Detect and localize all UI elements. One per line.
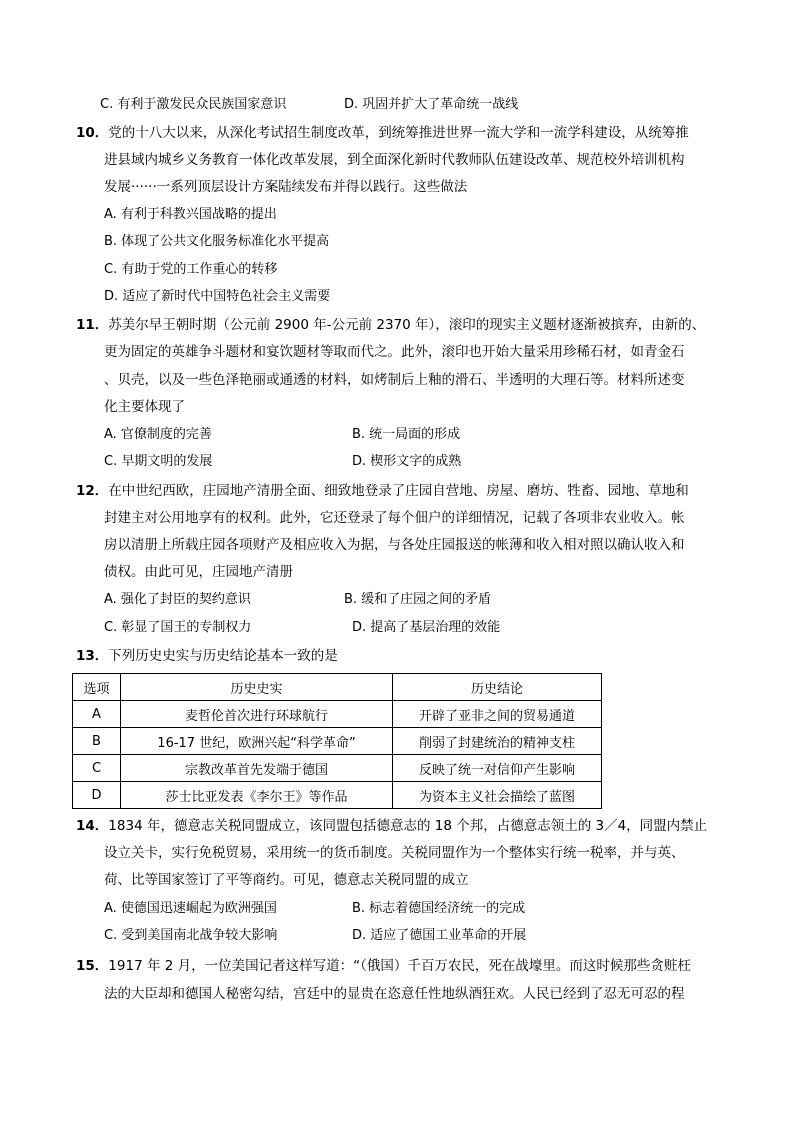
q13-row-c-conclusion: 反映了统一对信仰产生影响 [393,755,602,782]
q10-option-c: C. 有助于党的工作重心的转移 [104,262,278,277]
q14-stem-line-3: 荷、比等国家签订了平等商约。可见，德意志关税同盟的成立 [104,872,469,888]
table-row [73,755,602,782]
q12-option-a: A. 强化了封臣的契约意识 [104,592,251,607]
q14-option-d: D. 适应了德国工业革命的开展 [352,928,527,943]
q15-stem-line-1 [76,956,691,976]
q13-row-a-label: A [73,701,121,728]
q14-text-1: 1834 年，德意志关税同盟成立，该同盟包括德意志的 18 个邦，占德意志领土的 3／4，同盟内禁止 [108,818,708,834]
q15-text-1: 1917 年 2 月，一位美国记者这样写道：“（俄国）千百万农民，死在战壕里。而这时候那些贪赃枉 [108,958,691,974]
q11-stem-line-4: 化主要体现了 [104,399,185,415]
q14-stem-line-2: 设立关卡，实行免税贸易，采用统一的货币制度。关税同盟作为一个整体实行统一税率，并与英、 [104,845,685,861]
q11-option-b: B. 统一局面的形成 [352,427,461,442]
q12-stem-line-1 [76,481,689,501]
q10-option-b: B. 体现了公共文化服务标准化水平提高 [104,234,330,249]
q13-table-header-row [73,674,602,701]
q10-stem-line-1 [76,123,689,143]
q11-option-a: A. 官僚制度的完善 [104,427,212,442]
q13-row-a-fact: 麦哲伦首次进行环球航行 [121,701,393,728]
table-row [73,728,602,755]
q13-row-a-conclusion: 开辟了亚非之间的贸易通道 [393,701,602,728]
q13-number: 13． [76,648,109,664]
q12-option-c: C. 彰显了国王的专制权力 [104,620,252,635]
q14-number: 14． [76,818,109,834]
q9-option-c: C. 有利于激发民众民族国家意识 [100,97,287,112]
q12-stem-line-3: 房以清册上所载庄园各项财产及相应收入为据，与各处庄园报送的帐薄和收入相对照以确认收入和 [104,537,685,553]
q14-option-a: A. 使德国迅速崛起为欧洲强国 [104,901,277,916]
q13-row-b-conclusion: 削弱了封建统治的精神支柱 [393,728,602,755]
q13-header-conclusion: 历史结论 [393,674,602,701]
q10-text-1: 党的十八大以来，从深化考试招生制度改革，到统筹推进世界一流大学和一流学科建设，从统筹推 [108,125,689,141]
q13-row-d-fact: 莎士比亚发表《李尔王》等作品 [121,782,393,809]
q12-option-b: B. 缓和了庄园之间的矛盾 [344,592,492,607]
q12-text-1: 在中世纪西欧，庄园地产清册全面、细致地登录了庄园自营地、房屋、磨坊、牲畜、园地、草地和 [108,483,689,499]
q14-option-b: B. 标志着德国经济统一的完成 [352,901,526,916]
q11-text-1: 苏美尔早王朝时期（公元前 2900 年-公元前 2370 年），滚印的现实主义题材逐渐被摈弃，由新的、 [108,317,706,333]
q13-table [72,673,602,809]
q10-number: 10． [76,125,109,141]
q13-row-b-label: B [73,728,121,755]
q11-option-c: C. 早期文明的发展 [104,454,213,469]
q12-stem-line-4: 债权。由此可见，庄园地产清册 [104,564,293,580]
q10-stem-line-3: 发展······一系列顶层设计方案陆续发布并得以践行。这些做法 [104,179,468,195]
q10-option-a: A. 有利于科教兴国战略的提出 [104,207,277,222]
q15-stem-line-2: 法的大臣却和德国人秘密勾结，宫廷中的显贵在恣意任性地纵酒狂欢。人民已经到了忍无可忍的程 [104,986,685,1002]
q13-header-option: 选项 [73,674,121,701]
q11-stem-line-2: 更为固定的英雄争斗题材和宴饮题材等取而代之。此外，滚印也开始大量采用珍稀石材，如青金石 [104,344,685,360]
q11-number: 11． [76,317,109,333]
q15-number: 15． [76,958,109,974]
q14-option-c: C. 受到美国南北战争较大影响 [104,928,278,943]
q13-row-b-fact: 16-17 世纪，欧洲兴起“科学革命” [121,728,393,755]
q13-stem [76,646,338,666]
q10-stem-line-2: 进县域内城乡义务教育一体化改革发展，到全面深化新时代教师队伍建设改革、规范校外培训机构 [104,152,685,168]
q13-row-c-fact: 宗教改革首先发端于德国 [121,755,393,782]
q13-row-c-label: C [73,755,121,782]
q13-header-fact: 历史史实 [121,674,393,701]
table-row [73,782,602,809]
q12-number: 12． [76,483,109,499]
table-row [73,701,602,728]
q12-stem-line-2: 封建主对公用地享有的权利。此外，它还登录了每个佃户的详细情况，记载了各项非农业收入。帐 [104,510,685,526]
q13-row-d-label: D [73,782,121,809]
q13-row-d-conclusion: 为资本主义社会描绘了蓝图 [393,782,602,809]
q10-option-d: D. 适应了新时代中国特色社会主义需要 [104,289,331,304]
q14-stem-line-1 [76,816,707,836]
q13-text: 下列历史史实与历史结论基本一致的是 [108,648,338,664]
q12-option-d: D. 提高了基层治理的效能 [352,620,501,635]
q9-option-d: D. 巩固并扩大了革命统一战线 [344,97,519,112]
q11-option-d: D. 楔形文字的成熟 [352,454,462,469]
q11-stem-line-1 [76,315,705,335]
q11-stem-line-3: 、贝壳，以及一些色泽艳丽或通透的材料，如烤制后上釉的滑石、半透明的大理石等。材料所述变 [104,372,685,388]
